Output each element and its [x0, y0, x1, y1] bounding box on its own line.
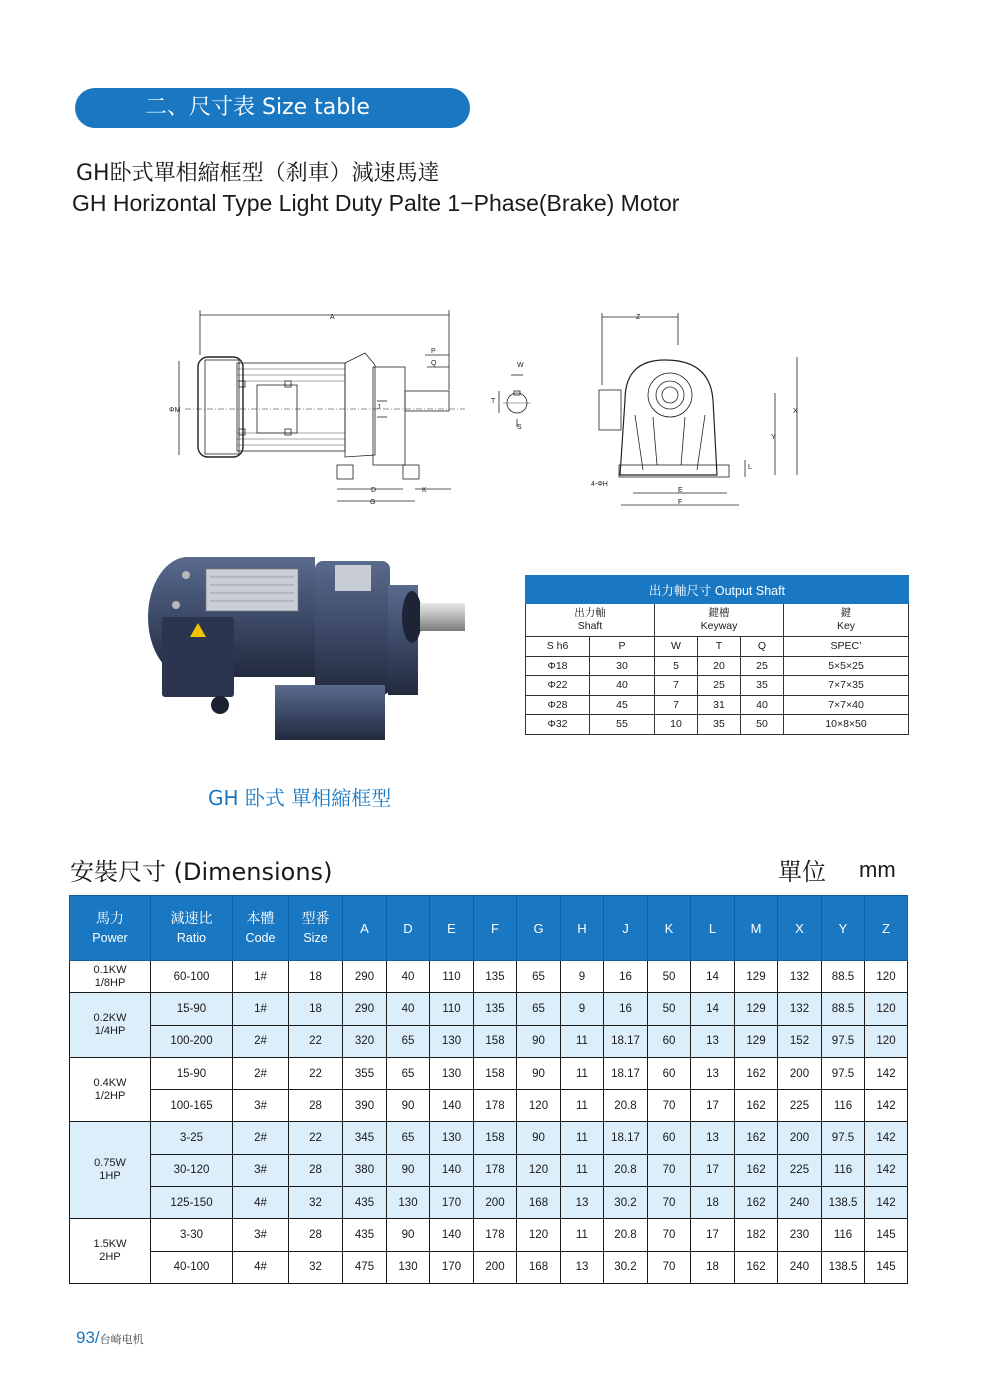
cell: 10: [655, 715, 698, 735]
table-cell: 240: [778, 1251, 822, 1283]
table-row: [70, 1187, 908, 1219]
table-cell: 13: [691, 1057, 735, 1089]
header-k: K: [648, 896, 691, 961]
table-cell: 158: [474, 1025, 517, 1057]
header-size: [289, 896, 343, 961]
table-cell: 116: [822, 1154, 865, 1186]
label-z: Z: [636, 314, 641, 321]
table-cell: 130: [430, 1122, 474, 1154]
table-cell: 60: [648, 1025, 691, 1057]
table-cell: 13: [561, 1187, 604, 1219]
shaft-row: [526, 695, 909, 715]
table-cell: 1#: [233, 993, 289, 1025]
shaft-section: [499, 375, 531, 427]
table-cell: 17: [691, 1219, 735, 1251]
power-cell: [70, 1219, 151, 1284]
keyway-group-cn: 鍵槽: [708, 607, 730, 619]
power-cell: [70, 961, 151, 993]
table-cell: 65: [387, 1122, 430, 1154]
shaft-column-headers: [526, 637, 909, 657]
table-cell: 97.5: [822, 1057, 865, 1089]
table-cell: 130: [387, 1187, 430, 1219]
table-cell: 142: [865, 1057, 908, 1089]
label-a: A: [330, 314, 335, 321]
dimensions-table: [69, 895, 908, 1284]
table-cell: 435: [343, 1187, 387, 1219]
power-line: 1.5KW: [93, 1238, 127, 1251]
header-y: Y: [822, 896, 865, 961]
table-cell: 30.2: [604, 1251, 648, 1283]
cell: 31: [698, 695, 741, 715]
label-f: F: [678, 499, 683, 506]
table-cell: 130: [430, 1057, 474, 1089]
power-line: 0.75W: [94, 1157, 126, 1170]
label-m: ΦM: [169, 407, 181, 414]
power-line: 2HP: [99, 1251, 121, 1264]
power-cell: [70, 993, 151, 1058]
table-cell: 162: [735, 1057, 778, 1089]
header-size-cn: 型番: [301, 910, 330, 926]
col-w: W: [655, 637, 698, 657]
table-cell: 70: [648, 1187, 691, 1219]
table-cell: 9: [561, 961, 604, 993]
table-cell: 32: [289, 1187, 343, 1219]
table-cell: 20.8: [604, 1090, 648, 1122]
table-cell: 50: [648, 993, 691, 1025]
table-cell: 30-120: [151, 1154, 233, 1186]
table-cell: 355: [343, 1057, 387, 1089]
power-line: 0.2KW: [93, 1012, 127, 1025]
shaft-row: [526, 656, 909, 676]
table-cell: 88.5: [822, 961, 865, 993]
table-cell: 168: [517, 1251, 561, 1283]
cell: 10×8×50: [784, 715, 909, 735]
power-line: 1/8HP: [94, 976, 126, 989]
table-cell: 129: [735, 961, 778, 993]
table-cell: 178: [474, 1154, 517, 1186]
cell: 30: [590, 656, 655, 676]
power-cell: [70, 1057, 151, 1122]
table-cell: 22: [289, 1057, 343, 1089]
header-g: G: [517, 896, 561, 961]
table-cell: 28: [289, 1090, 343, 1122]
table-cell: 129: [735, 1025, 778, 1057]
table-cell: 162: [735, 1154, 778, 1186]
table-cell: 11: [561, 1154, 604, 1186]
table-cell: 2#: [233, 1057, 289, 1089]
table-cell: 120: [865, 1025, 908, 1057]
table-cell: 116: [822, 1219, 865, 1251]
table-cell: 11: [561, 1025, 604, 1057]
label-l: L: [748, 464, 752, 471]
table-cell: 18.17: [604, 1122, 648, 1154]
table-cell: 345: [343, 1122, 387, 1154]
table-cell: 22: [289, 1025, 343, 1057]
table-cell: 18: [289, 993, 343, 1025]
col-p: P: [590, 637, 655, 657]
table-cell: 13: [561, 1251, 604, 1283]
key-group-header: [784, 604, 909, 637]
table-cell: 168: [517, 1187, 561, 1219]
table-cell: 140: [430, 1090, 474, 1122]
table-cell: 90: [517, 1057, 561, 1089]
table-cell: 158: [474, 1122, 517, 1154]
table-cell: 110: [430, 993, 474, 1025]
table-cell: 14: [691, 961, 735, 993]
cell: 5: [655, 656, 698, 676]
table-cell: 70: [648, 1090, 691, 1122]
table-cell: 240: [778, 1187, 822, 1219]
table-cell: 20.8: [604, 1219, 648, 1251]
table-cell: 125-150: [151, 1187, 233, 1219]
dimensions-body: [70, 961, 908, 1284]
table-row: [70, 1154, 908, 1186]
header-code-en: Code: [245, 931, 276, 945]
header-z: Z: [865, 896, 908, 961]
label-p: P: [431, 348, 436, 355]
col-spec: SPEC’: [784, 637, 909, 657]
table-cell: 162: [735, 1122, 778, 1154]
label-x: X: [793, 408, 798, 415]
cell: 5×5×25: [784, 656, 909, 676]
table-cell: 435: [343, 1219, 387, 1251]
table-cell: 110: [430, 961, 474, 993]
table-cell: 97.5: [822, 1122, 865, 1154]
product-title-en: GH Horizontal Type Light Duty Palte 1−Phase(Brake) Motor: [72, 190, 680, 216]
header-f: F: [474, 896, 517, 961]
table-cell: 90: [387, 1154, 430, 1186]
table-cell: 135: [474, 961, 517, 993]
header-ratio: [151, 896, 233, 961]
label-w: W: [517, 362, 524, 369]
cell: 35: [741, 676, 784, 696]
table-cell: 120: [517, 1090, 561, 1122]
table-cell: 1#: [233, 961, 289, 993]
table-cell: 135: [474, 993, 517, 1025]
table-cell: 18: [289, 961, 343, 993]
table-row: [70, 1122, 908, 1154]
table-cell: 142: [865, 1154, 908, 1186]
table-cell: 132: [778, 993, 822, 1025]
table-cell: 88.5: [822, 993, 865, 1025]
dimensions-header-row: [70, 896, 908, 961]
shaft-group-en: Shaft: [577, 620, 603, 632]
table-cell: 90: [387, 1090, 430, 1122]
table-cell: 130: [430, 1025, 474, 1057]
cell: 25: [741, 656, 784, 676]
table-cell: 11: [561, 1057, 604, 1089]
table-cell: 13: [691, 1025, 735, 1057]
header-x: X: [778, 896, 822, 961]
table-cell: 15-90: [151, 1057, 233, 1089]
table-cell: 140: [430, 1219, 474, 1251]
cell: 50: [741, 715, 784, 735]
table-cell: 200: [778, 1057, 822, 1089]
table-cell: 40-100: [151, 1251, 233, 1283]
table-cell: 17: [691, 1154, 735, 1186]
table-cell: 162: [735, 1187, 778, 1219]
table-cell: 170: [430, 1187, 474, 1219]
table-row: [70, 1219, 908, 1251]
header-power: [70, 896, 151, 961]
cell: Φ22: [526, 676, 590, 696]
table-row: [70, 1057, 908, 1089]
label-y: Y: [771, 434, 776, 441]
table-cell: 70: [648, 1251, 691, 1283]
section-title: 二、尺寸表 Size table: [145, 95, 370, 120]
power-line: 1/2HP: [94, 1089, 126, 1102]
cell: 7×7×40: [784, 695, 909, 715]
header-m: M: [735, 896, 778, 961]
output-shaft-table: [525, 575, 909, 735]
key-group-cn: 鍵: [840, 607, 852, 619]
table-cell: 290: [343, 961, 387, 993]
table-cell: 162: [735, 1251, 778, 1283]
table-cell: 140: [430, 1154, 474, 1186]
shaft-row: [526, 715, 909, 735]
header-code-cn: 本體: [246, 910, 275, 926]
table-cell: 4#: [233, 1187, 289, 1219]
table-cell: 142: [865, 1122, 908, 1154]
header-code: [233, 896, 289, 961]
table-cell: 120: [517, 1219, 561, 1251]
label-k: K: [422, 487, 427, 494]
table-cell: 28: [289, 1219, 343, 1251]
table-cell: 230: [778, 1219, 822, 1251]
cell: 35: [698, 715, 741, 735]
table-cell: 60-100: [151, 961, 233, 993]
table-cell: 65: [387, 1057, 430, 1089]
table-cell: 380: [343, 1154, 387, 1186]
header-size-en: Size: [303, 931, 328, 945]
table-row: [70, 993, 908, 1025]
table-cell: 65: [387, 1025, 430, 1057]
cell: 45: [590, 695, 655, 715]
label-s: S: [517, 424, 522, 431]
shaft-row: [526, 676, 909, 696]
table-cell: 132: [778, 961, 822, 993]
shaft-group-header: [526, 604, 655, 637]
table-cell: 60: [648, 1122, 691, 1154]
table-cell: 18: [691, 1187, 735, 1219]
table-cell: 16: [604, 961, 648, 993]
cell: 7: [655, 695, 698, 715]
table-cell: 14: [691, 993, 735, 1025]
table-cell: 120: [517, 1154, 561, 1186]
power-cell: [70, 1122, 151, 1219]
section-heading-pill: [75, 88, 470, 128]
cell: 40: [590, 676, 655, 696]
dimension-drawing: [165, 305, 825, 520]
photo-caption: GH 卧式 單相縮框型: [208, 786, 392, 810]
table-cell: 225: [778, 1090, 822, 1122]
cell: 55: [590, 715, 655, 735]
table-cell: 116: [822, 1090, 865, 1122]
cell: 20: [698, 656, 741, 676]
table-cell: 290: [343, 993, 387, 1025]
drawing-labels: [169, 314, 437, 506]
table-row: [70, 1251, 908, 1283]
table-cell: 120: [865, 993, 908, 1025]
header-h: H: [561, 896, 604, 961]
table-cell: 70: [648, 1154, 691, 1186]
page-footer: [76, 1328, 144, 1348]
table-cell: 129: [735, 993, 778, 1025]
table-cell: 120: [865, 961, 908, 993]
power-line: 1/4HP: [94, 1025, 126, 1038]
table-cell: 200: [474, 1251, 517, 1283]
table-cell: 152: [778, 1025, 822, 1057]
label-j: J: [377, 404, 381, 411]
col-q: Q: [741, 637, 784, 657]
front-view: [599, 313, 797, 505]
table-cell: 142: [865, 1187, 908, 1219]
table-cell: 40: [387, 961, 430, 993]
table-cell: 97.5: [822, 1025, 865, 1057]
header-e: E: [430, 896, 474, 961]
col-s: S h6: [526, 637, 590, 657]
page-number: 93/: [76, 1328, 100, 1347]
table-cell: 90: [517, 1025, 561, 1057]
table-cell: 4#: [233, 1251, 289, 1283]
col-t: T: [698, 637, 741, 657]
table-cell: 17: [691, 1090, 735, 1122]
header-ratio-en: Ratio: [176, 931, 207, 945]
table-cell: 13: [691, 1122, 735, 1154]
table-cell: 138.5: [822, 1251, 865, 1283]
table-cell: 158: [474, 1057, 517, 1089]
table-cell: 225: [778, 1154, 822, 1186]
table-cell: 65: [517, 961, 561, 993]
table-cell: 178: [474, 1090, 517, 1122]
table-cell: 90: [387, 1219, 430, 1251]
table-cell: 15-90: [151, 993, 233, 1025]
table-cell: 3#: [233, 1219, 289, 1251]
header-l: L: [691, 896, 735, 961]
table-cell: 50: [648, 961, 691, 993]
table-cell: 320: [343, 1025, 387, 1057]
unit-label: 單位: [778, 858, 826, 886]
label-t: T: [491, 398, 496, 405]
table-cell: 100-200: [151, 1025, 233, 1057]
header-j: J: [604, 896, 648, 961]
table-cell: 130: [387, 1251, 430, 1283]
table-cell: 3-25: [151, 1122, 233, 1154]
cell: 7×7×35: [784, 676, 909, 696]
label-g: G: [370, 499, 376, 506]
table-cell: 3#: [233, 1090, 289, 1122]
product-title-cn: GH卧式單相縮框型（刹車）減速馬達: [76, 161, 440, 186]
header-a: A: [343, 896, 387, 961]
header-d: D: [387, 896, 430, 961]
table-cell: 2#: [233, 1025, 289, 1057]
table-cell: 170: [430, 1251, 474, 1283]
table-cell: 145: [865, 1251, 908, 1283]
keyway-group-en: Keyway: [700, 620, 738, 632]
table-cell: 60: [648, 1057, 691, 1089]
label-d: D: [371, 487, 377, 494]
side-view: [179, 310, 465, 501]
motor-photo: [140, 545, 470, 750]
table-cell: 18: [691, 1251, 735, 1283]
cell: 40: [741, 695, 784, 715]
keyway-group-header: [655, 604, 784, 637]
dimensions-title: 安裝尺寸 (Dimensions): [70, 858, 333, 886]
table-cell: 20.8: [604, 1154, 648, 1186]
table-cell: 16: [604, 993, 648, 1025]
power-line: 0.4KW: [93, 1076, 127, 1089]
table-cell: 162: [735, 1090, 778, 1122]
cell: 25: [698, 676, 741, 696]
table-cell: 22: [289, 1122, 343, 1154]
table-cell: 142: [865, 1090, 908, 1122]
table-cell: 70: [648, 1219, 691, 1251]
output-shaft-title: 出力軸尺寸 Output Shaft: [526, 576, 909, 604]
table-cell: 11: [561, 1090, 604, 1122]
table-cell: 11: [561, 1122, 604, 1154]
table-cell: 28: [289, 1154, 343, 1186]
table-cell: 18.17: [604, 1025, 648, 1057]
table-cell: 390: [343, 1090, 387, 1122]
table-cell: 3#: [233, 1154, 289, 1186]
table-row: [70, 1090, 908, 1122]
power-line: 0.1KW: [93, 963, 127, 976]
table-cell: 3-30: [151, 1219, 233, 1251]
table-cell: 40: [387, 993, 430, 1025]
cell: Φ18: [526, 656, 590, 676]
key-group-en: Key: [836, 620, 856, 632]
shaft-group-cn: 出力軸: [574, 607, 606, 619]
table-cell: 30.2: [604, 1187, 648, 1219]
table-cell: 11: [561, 1219, 604, 1251]
cell: Φ32: [526, 715, 590, 735]
header-power-cn: 馬力: [96, 910, 124, 926]
table-row: [70, 1025, 908, 1057]
power-line: 1HP: [99, 1170, 121, 1183]
table-cell: 138.5: [822, 1187, 865, 1219]
table-cell: 182: [735, 1219, 778, 1251]
table-cell: 200: [778, 1122, 822, 1154]
table-cell: 475: [343, 1251, 387, 1283]
table-cell: 65: [517, 993, 561, 1025]
label-q: Q: [431, 360, 437, 367]
header-power-en: Power: [92, 931, 128, 945]
table-cell: 145: [865, 1219, 908, 1251]
cell: Φ28: [526, 695, 590, 715]
table-cell: 9: [561, 993, 604, 1025]
unit-value: mm: [859, 857, 896, 882]
label-e: E: [678, 487, 683, 494]
table-cell: 90: [517, 1122, 561, 1154]
table-cell: 18.17: [604, 1057, 648, 1089]
label-h: 4-ΦH: [591, 481, 608, 488]
table-row: [70, 961, 908, 993]
table-cell: 32: [289, 1251, 343, 1283]
table-cell: 2#: [233, 1122, 289, 1154]
table-cell: 178: [474, 1219, 517, 1251]
header-ratio-cn: 減速比: [170, 910, 213, 926]
cell: 7: [655, 676, 698, 696]
brand-name: 台崎电机: [99, 1334, 144, 1346]
table-cell: 100-165: [151, 1090, 233, 1122]
table-cell: 200: [474, 1187, 517, 1219]
